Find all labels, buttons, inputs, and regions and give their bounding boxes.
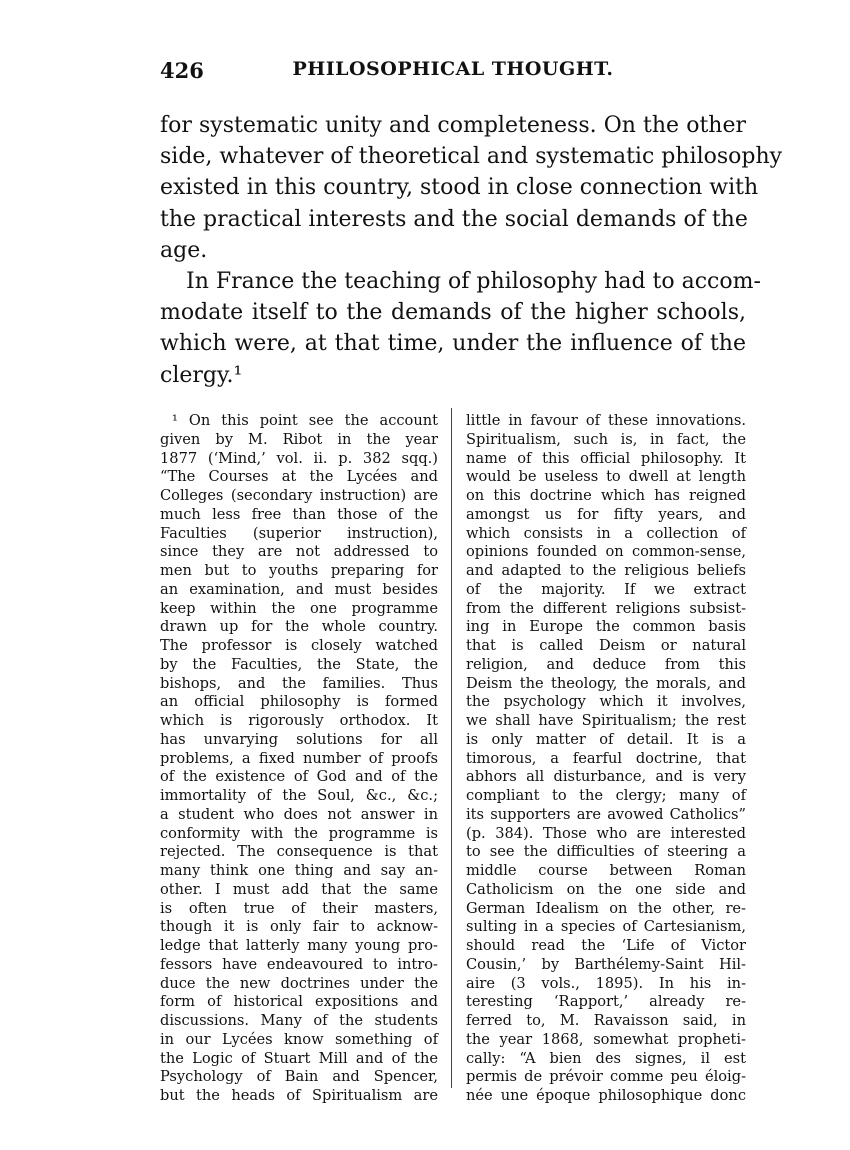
footnote-line: little in favour of these innovations. <box>466 412 746 429</box>
footnote-line: and adapted to the religious beliefs <box>466 562 746 579</box>
footnote-line: but the heads of Spiritualism are <box>160 1087 438 1104</box>
footnote-line: form of historical expositions and <box>160 993 438 1011</box>
footnote-line: Faculties (superior instruction), <box>160 524 438 542</box>
footnote-line: aire (3 vols., 1895). In his in- <box>466 974 746 992</box>
footnote-line: is often true of their masters, <box>160 899 438 917</box>
text-line: age. <box>160 237 208 263</box>
text-line: side, whatever of theoretical and systematic philosophy <box>160 144 783 170</box>
footnote-line: on this doctrine which has reigned <box>466 487 746 504</box>
footnote-line: abhors all disturbance, and is very <box>466 768 746 786</box>
footnote-line: cally: “A bien des signes, il est <box>466 1049 746 1067</box>
footnote-line: drawn up for the whole country. <box>160 618 438 636</box>
footnote-line: sulting in a species of Cartesianism, <box>466 918 746 936</box>
footnote-line: timorous, a fearful doctrine, that <box>466 749 746 767</box>
footnote-line: has unvarying solutions for all <box>160 730 438 748</box>
footnote-line: would be useless to dwell at length <box>466 468 746 486</box>
footnote-line: (p. 384). Those who are interested <box>466 824 746 842</box>
footnote-line: in our Lycées know something of <box>160 1030 438 1048</box>
footnote-line: ¹ On this point see the account <box>172 412 438 429</box>
footnote-line: religion, and deduce from this <box>466 655 746 673</box>
column-divider <box>451 408 452 1088</box>
footnote-line: duce the new doctrines under the <box>160 974 438 992</box>
footnote-line: given by M. Ribot in the year <box>160 430 438 448</box>
text-line: the practical interests and the social demands of the <box>160 206 748 232</box>
footnote-line: name of this official philosophy. It <box>466 449 746 467</box>
text-line: modate itself to the demands of the higher schools, <box>160 300 746 326</box>
footnote-line: of the existence of God and of the <box>160 768 438 786</box>
footnote-line: compliant to the clergy; many of <box>466 787 746 804</box>
footnote-line: ledge that latterly many young pro- <box>160 937 438 954</box>
footnote-line: Cousin,’ by Barthélemy-Saint Hil- <box>466 955 746 973</box>
text-line: which were, at that time, under the influence of the <box>160 331 746 357</box>
footnote-line: an examination, and must besides <box>160 580 438 598</box>
footnote-line: is only matter of detail. It is a <box>466 730 746 748</box>
footnote-line: German Idealism on the other, re- <box>466 899 746 917</box>
footnote-line: from the different religions subsist- <box>466 599 746 617</box>
footnote-line: middle course between Roman <box>466 862 746 879</box>
footnote-line: to see the difficulties of steering a <box>466 843 746 861</box>
footnote-line: the psychology which it involves, <box>466 693 746 711</box>
footnote-line: we shall have Spiritualism; the rest <box>466 712 746 729</box>
footnote-line: permis de prévoir comme peu éloig- <box>466 1068 746 1086</box>
footnote-line: rejected. The consequence is that <box>160 843 438 861</box>
footnote-line: Psychology of Bain and Spencer, <box>160 1068 438 1086</box>
footnote-line: the year 1868, somewhat propheti- <box>466 1030 746 1048</box>
footnote-line: its supporters are avowed Catholics” <box>466 805 746 823</box>
footnote-line: Deism the theology, the morals, and <box>466 674 746 692</box>
footnote-line: The professor is closely watched <box>160 637 438 654</box>
page-header <box>160 58 746 88</box>
text-line: for systematic unity and completeness. On the other <box>160 113 746 138</box>
page-number: 426 <box>160 58 204 83</box>
footnote-line: that is called Deism or natural <box>466 637 746 654</box>
footnote-line: fessors have endeavoured to intro- <box>160 955 438 973</box>
footnote-line: née une époque philosophique donc <box>466 1087 746 1104</box>
footnote-left-column <box>160 412 438 1106</box>
footnote-line: though it is only fair to acknow- <box>160 918 438 936</box>
footnote-line: 1877 (‘Mind,’ vol. ii. p. 382 sqq.) <box>160 449 438 467</box>
footnote-line: of the majority. If we extract <box>466 580 746 598</box>
footnote-line: amongst us for fifty years, and <box>466 505 746 523</box>
footnote-line: immortality of the Soul, &c., &c.; <box>160 787 438 804</box>
footnote-line: “The Courses at the Lycées and <box>160 468 438 486</box>
footnote-right-column <box>466 412 746 1106</box>
footnote-line: since they are not addressed to <box>160 543 438 561</box>
footnote-line: which is rigorously orthodox. It <box>160 712 438 729</box>
footnote-line: the Logic of Stuart Mill and of the <box>160 1049 438 1067</box>
footnote-line: keep within the one programme <box>160 599 438 617</box>
footnote-line: conformity with the programme is <box>160 824 438 842</box>
text-line: existed in this country, stood in close connection with <box>160 175 759 201</box>
footnote-line: Colleges (secondary instruction) are <box>160 487 438 504</box>
footnote-line: opinions founded on common-sense, <box>466 543 746 561</box>
footnote-line: an official philosophy is formed <box>160 693 438 711</box>
footnote-line: men but to youths preparing for <box>160 562 438 579</box>
footnote-line: other. I must add that the same <box>160 880 438 898</box>
text-line: In France the teaching of philosophy had to accom- <box>186 268 761 294</box>
footnote-line: Catholicism on the one side and <box>466 880 746 898</box>
footnote-line: problems, a fixed number of proofs <box>160 749 438 767</box>
footnote-line: by the Faculties, the State, the <box>160 655 438 673</box>
main-text <box>160 110 783 391</box>
footnote-line: discussions. Many of the students <box>160 1012 438 1029</box>
footnote-line: bishops, and the families. Thus <box>160 674 438 692</box>
footnote-line: which consists in a collection of <box>466 524 746 542</box>
footnote-line: teresting ‘Rapport,’ already re- <box>466 993 746 1011</box>
footnote-line: Spiritualism, such is, in fact, the <box>466 430 746 448</box>
text-line: clergy.¹ <box>160 362 243 388</box>
running-title: PHILOSOPHICAL THOUGHT. <box>292 58 614 80</box>
footnote-line: ing in Europe the common basis <box>466 618 746 636</box>
footnote-line: ferred to, M. Ravaisson said, in <box>466 1012 746 1029</box>
footnote-line: should read the ‘Life of Victor <box>466 937 746 954</box>
footnote-line: a student who does not answer in <box>160 805 438 823</box>
footnote-line: many think one thing and say an- <box>160 862 438 879</box>
footnote-line: much less free than those of the <box>160 505 438 523</box>
